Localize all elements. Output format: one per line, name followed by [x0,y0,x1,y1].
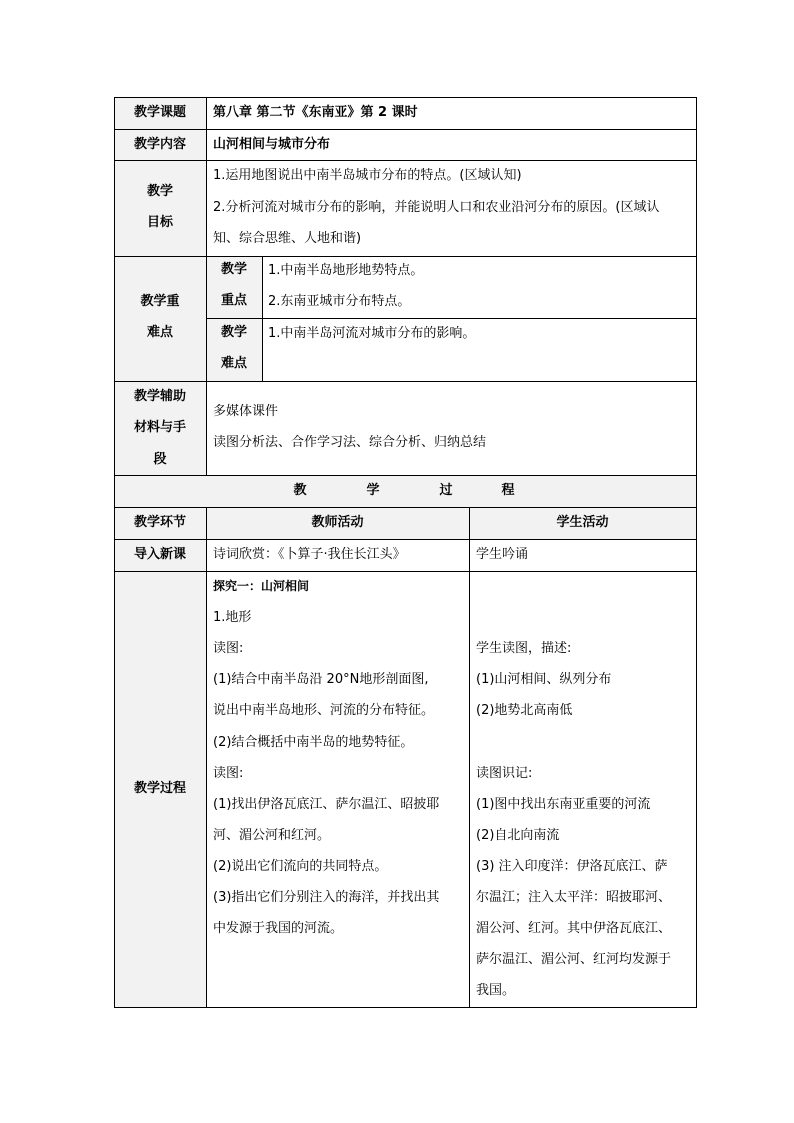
aid-item: 读图分析法、合作学习法、综合分析、归纳总结 [213,435,487,450]
col-divider-student [469,507,470,1007]
aids-label-line1: 教学辅助 [133,389,186,404]
teacher-line: (1)结合中南半岛沿 20°N地形剖面图, [213,672,429,687]
student-line: 尔温江；注入太平洋：昭披耶河、 [476,890,672,905]
goal-item: 知、综合思维、人地和谐) [213,231,362,246]
rule [114,507,697,508]
aids-label-line2: 材料与手 [133,420,186,435]
column-header-student: 学生活动 [556,515,609,530]
shade-banner [114,475,696,507]
goal-item: 1.运用地图说出中南半岛城市分布的特点。(区域认知) [213,168,522,183]
goals-label-line2: 目标 [146,215,173,230]
keydiff-label-line2: 难点 [146,325,173,340]
rule [114,160,697,161]
rule [114,381,697,382]
rule [114,256,697,257]
border-right [696,97,697,1008]
rule [206,318,697,319]
student-line: 萨尔温江、湄公河、红河均发源于 [476,952,672,967]
content-value: 山河相间与城市分布 [213,137,331,152]
intro-student: 学生吟诵 [476,547,529,562]
content-label: 教学内容 [133,137,186,152]
rule [114,475,697,476]
teacher-line: (2)结合概括中南半岛的地势特征。 [213,735,414,750]
column-header-stage: 教学环节 [133,515,186,530]
diff-item: 1.中南半岛河流对城市分布的影响。 [268,326,476,341]
rule [114,539,697,540]
diff-sublabel-line1: 教学 [220,325,247,340]
col-divider-label [206,97,207,475]
rule-bottom [114,1007,697,1008]
col-divider-label [206,507,207,1007]
rule [114,571,697,572]
diff-sublabel-line2: 难点 [220,356,247,371]
teacher-line: 中发源于我国的河流。 [213,921,344,936]
student-line: 湄公河、红河。其中伊洛瓦底江、 [476,921,672,936]
student-line: (2)地势北高南低 [476,703,573,718]
teacher-line: (2)说出它们流向的共同特点。 [213,859,388,874]
student-line: (1)山河相间、纵列分布 [476,672,612,687]
student-line: 我国。 [476,983,516,998]
col-divider-sublabel [262,256,263,381]
shade-goals-label [114,160,206,256]
banner-char: 过 [439,483,453,498]
teacher-line: 河、湄公河和红河。 [213,828,331,843]
student-line: (1)图中找出东南亚重要的河流 [476,797,651,812]
goal-item: 2.分析河流对城市分布的影响，并能说明人口和农业沿河分布的原因。(区域认 [213,200,660,215]
key-sublabel-line1: 教学 [220,262,247,277]
topic-value: 第八章 第二节《东南亚》第 2 课时 [213,105,418,120]
topic-label: 教学课题 [133,105,186,120]
goals-label-line1: 教学 [146,184,173,199]
rule [114,129,697,130]
column-header-teacher: 教师活动 [311,515,364,530]
teacher-line: 读图: [213,766,244,781]
student-line: 学生读图，描述: [476,641,572,656]
intro-stage: 导入新课 [133,547,186,562]
teacher-line: 1.地形 [213,610,252,625]
keydiff-label-line1: 教学重 [140,294,180,309]
aid-item: 多媒体课件 [213,404,279,419]
rule-top [114,97,697,98]
aids-label-line3: 段 [153,452,167,467]
student-line: 读图识记: [476,766,533,781]
student-line: (2)自北向南流 [476,828,560,843]
key-item: 2.东南亚城市分布特点。 [268,294,411,309]
student-line: (3) 注入印度洋：伊洛瓦底江、萨 [476,859,668,874]
process-stage: 教学过程 [133,781,186,796]
banner-char: 程 [501,483,515,498]
teacher-line: 读图: [213,641,244,656]
teacher-heading: 探究一：山河相间 [213,579,310,593]
banner-char: 教 [293,483,307,498]
banner-char: 学 [366,483,380,498]
teacher-line: (1)找出伊洛瓦底江、萨尔温江、昭披耶 [213,797,440,812]
shade-keydiff-label [114,256,206,381]
teacher-line: (3)指出它们分别注入的海洋，并找出其 [213,890,440,905]
intro-teacher: 诗词欣赏：《卜算子·我住长江头》 [213,547,406,562]
key-item: 1.中南半岛地形地势特点。 [268,263,424,278]
teacher-line: 说出中南半岛地形、河流的分布特征。 [213,703,435,718]
key-sublabel-line2: 重点 [220,293,247,308]
